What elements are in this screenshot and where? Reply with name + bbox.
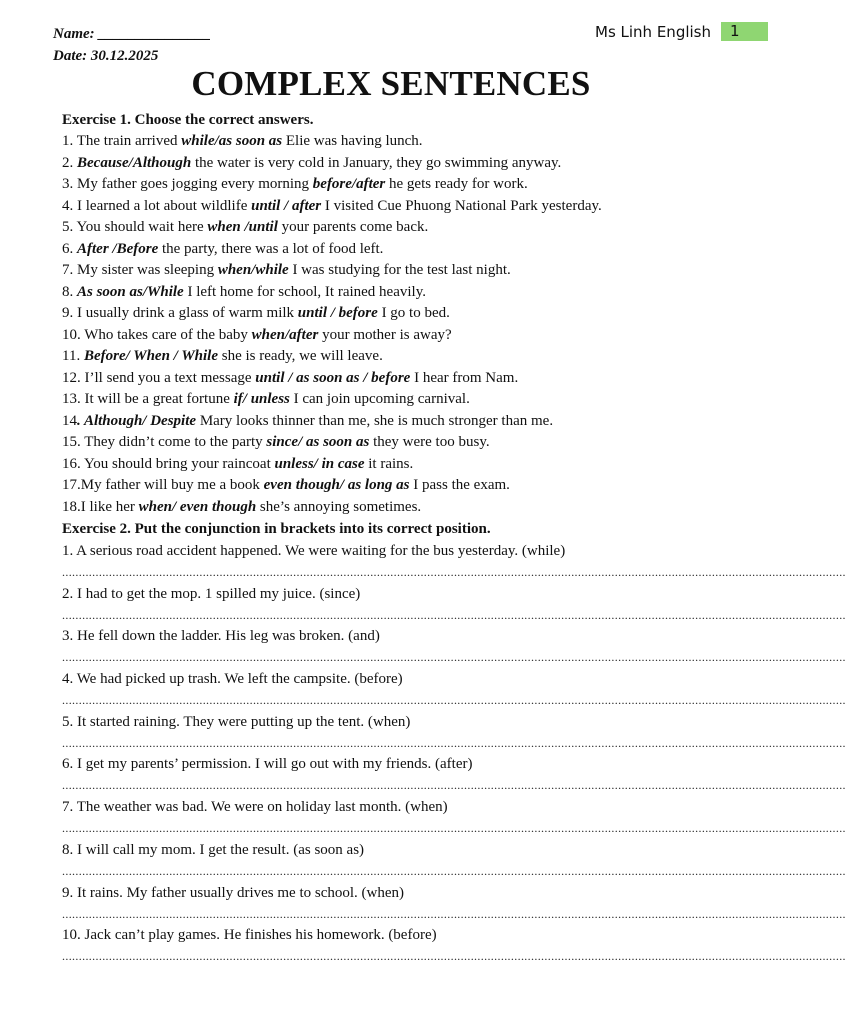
question-text-after: he gets ready for work. xyxy=(385,176,528,192)
question-text-after: I can join upcoming carnival. xyxy=(289,391,470,407)
question-text-before: 7. My sister was sleeping xyxy=(62,262,218,278)
exercise2-question: 6. I get my parents’ permission. I will go out with my friends. (after) xyxy=(62,756,473,773)
answer-options[interactable]: As soon as/While xyxy=(77,283,184,300)
answer-options[interactable]: unless/ in case xyxy=(274,455,365,472)
page-title: COMPLEX SENTENCES xyxy=(191,64,591,103)
answer-options[interactable]: until / before xyxy=(297,305,378,321)
worksheet-header-right xyxy=(595,22,768,41)
exercise2-question: 10. Jack can’t play games. He finishes his homework. (before) xyxy=(62,927,437,944)
answer-options[interactable]: even though/ as long as xyxy=(263,477,410,493)
brand-label: Ms Linh English xyxy=(595,22,711,41)
exercise2-heading: Exercise 2. Put the conjunction in brackets into its correct position. xyxy=(62,521,491,537)
question-text-before: 13. It will be a great fortune xyxy=(62,391,234,407)
question-text-after: your mother is away? xyxy=(318,326,452,343)
exercise2-question: 7. The weather was bad. We were on holiday last month. (when) xyxy=(62,799,448,816)
answer-options[interactable]: when/ even though xyxy=(138,498,257,515)
exercise1-question xyxy=(62,432,722,454)
question-text-before: 1. The train arrived xyxy=(62,133,182,149)
question-text-before: 12. I’ll send you a text message xyxy=(62,369,256,386)
answer-line[interactable]: .......................................................................................................................................................................................................................................... xyxy=(62,607,846,622)
answer-line[interactable]: .......................................................................................................................................................................................................................................... xyxy=(62,821,846,836)
exercise1-question xyxy=(62,325,722,347)
exercise2-question: 8. I will call my mom. I get the result. (as soon as) xyxy=(62,841,365,858)
question-text-before: 17.My father will buy me a book xyxy=(62,477,264,493)
question-text-after: I was studying for the test last night. xyxy=(288,262,511,278)
exercise1-question xyxy=(62,174,722,196)
page-number-badge: 1 xyxy=(721,22,768,41)
exercise1-question xyxy=(62,368,722,390)
question-text-after: she’s annoying sometimes. xyxy=(256,498,422,515)
exercise1-question xyxy=(62,346,722,368)
question-text-after: I go to bed. xyxy=(377,305,450,321)
answer-options[interactable]: until / as soon as / before xyxy=(255,369,411,386)
answer-options[interactable]: when/after xyxy=(251,326,319,343)
exercise1-question xyxy=(62,303,722,325)
question-text-before: 14 xyxy=(62,412,77,429)
answer-line[interactable]: .......................................................................................................................................................................................................................................... xyxy=(62,906,846,921)
exercise1-question xyxy=(62,153,722,175)
date-label: Date: 30.12.2025 xyxy=(53,48,159,64)
answer-line[interactable]: .......................................................................................................................................................................................................................................... xyxy=(62,863,846,878)
exercise1-question xyxy=(62,260,722,282)
question-text-before: 9. I usually drink a glass of warm milk xyxy=(62,305,298,321)
question-text-after: your parents come back. xyxy=(277,219,429,235)
answer-line[interactable]: .......................................................................................................................................................................................................................................... xyxy=(62,949,846,964)
answer-options[interactable]: until / after xyxy=(251,197,322,214)
question-text-before: 11. xyxy=(62,348,84,364)
question-text-before: 5. You should wait here xyxy=(62,219,208,235)
exercise1-question xyxy=(62,454,722,476)
exercise1-question xyxy=(62,389,722,411)
question-text-after: I pass the exam. xyxy=(409,477,510,493)
question-text-before: 6. xyxy=(62,240,77,257)
exercise1-list xyxy=(62,131,722,518)
exercise1-question xyxy=(62,282,722,304)
question-text-before: 4. I learned a lot about wildlife xyxy=(62,197,252,214)
answer-options[interactable]: while/as soon as xyxy=(181,133,283,149)
name-label: Name: _______________ xyxy=(53,26,211,42)
question-text-before: 2. xyxy=(62,154,77,171)
answer-options[interactable]: if/ unless xyxy=(233,391,290,407)
exercise1-question xyxy=(62,239,722,261)
answer-line[interactable]: .......................................................................................................................................................................................................................................... xyxy=(62,693,846,708)
question-text-before: 8. xyxy=(62,283,77,300)
question-text-before: 15. They didn’t come to the party xyxy=(62,434,267,450)
question-text-after: it rains. xyxy=(364,455,414,472)
question-text-after: I visited Cue Phuong National Park yesterday. xyxy=(321,197,602,214)
exercise2-question: 3. He fell down the ladder. His leg was broken. (and) xyxy=(62,628,380,645)
answer-options[interactable]: when /until xyxy=(207,219,278,235)
exercise1-question xyxy=(62,217,722,239)
answer-line[interactable]: .......................................................................................................................................................................................................................................... xyxy=(62,735,846,750)
exercise2-question: 2. I had to get the mop. 1 spilled my juice. (since) xyxy=(62,585,361,602)
worksheet-header-left xyxy=(53,23,211,67)
exercise1-heading: Exercise 1. Choose the correct answers. xyxy=(62,112,314,128)
exercise2-question: 4. We had picked up trash. We left the campsite. (before) xyxy=(62,671,403,688)
question-text-after: I hear from Nam. xyxy=(410,369,519,386)
exercise1-question xyxy=(62,411,722,433)
question-text-after: I left home for school, It rained heavily. xyxy=(183,283,426,300)
answer-line[interactable]: .......................................................................................................................................................................................................................................... xyxy=(62,650,846,665)
exercise2-question: 9. It rains. My father usually drives me to school. (when) xyxy=(62,884,405,901)
question-text-before: 16. You should bring your raincoat xyxy=(62,455,275,472)
exercise1-question xyxy=(62,131,722,153)
question-text-after: she is ready, we will leave. xyxy=(218,348,383,364)
question-text-after: the water is very cold in January, they go swimming anyway. xyxy=(191,154,562,171)
answer-line[interactable]: .......................................................................................................................................................................................................................................... xyxy=(62,778,846,793)
question-text-after: Mary looks thinner than me, she is much stronger than me. xyxy=(196,412,554,429)
question-text-before: 18.I like her xyxy=(62,498,139,515)
answer-options[interactable]: when/while xyxy=(217,262,289,278)
answer-options[interactable]: . Although/ Despite xyxy=(77,412,197,429)
exercise1-question xyxy=(62,475,722,497)
answer-options[interactable]: since/ as soon as xyxy=(266,434,370,450)
exercise1-question xyxy=(62,497,722,519)
answer-options[interactable]: After /Before xyxy=(77,240,159,257)
answer-options[interactable]: Before/ When / While xyxy=(83,348,219,364)
answer-options[interactable]: Because/Although xyxy=(77,154,192,171)
worksheet-body xyxy=(62,109,846,967)
exercise2-question: 5. It started raining. They were putting up the tent. (when) xyxy=(62,713,411,730)
answer-line[interactable]: .......................................................................................................................................................................................................................................... xyxy=(62,565,846,579)
question-text-before: 10. Who takes care of the baby xyxy=(62,326,252,343)
question-text-after: Elie was having lunch. xyxy=(282,133,423,149)
question-text-before: 3. My father goes jogging every morning xyxy=(62,176,313,192)
question-text-after: they were too busy. xyxy=(369,434,490,450)
exercise2-question: 1. A serious road accident happened. We were waiting for the bus yesterday. (while) xyxy=(62,543,566,559)
question-text-after: the party, there was a lot of food left. xyxy=(158,240,384,257)
answer-options[interactable]: before/after xyxy=(312,176,386,192)
exercise2-list xyxy=(62,540,846,967)
exercise1-question xyxy=(62,196,722,218)
